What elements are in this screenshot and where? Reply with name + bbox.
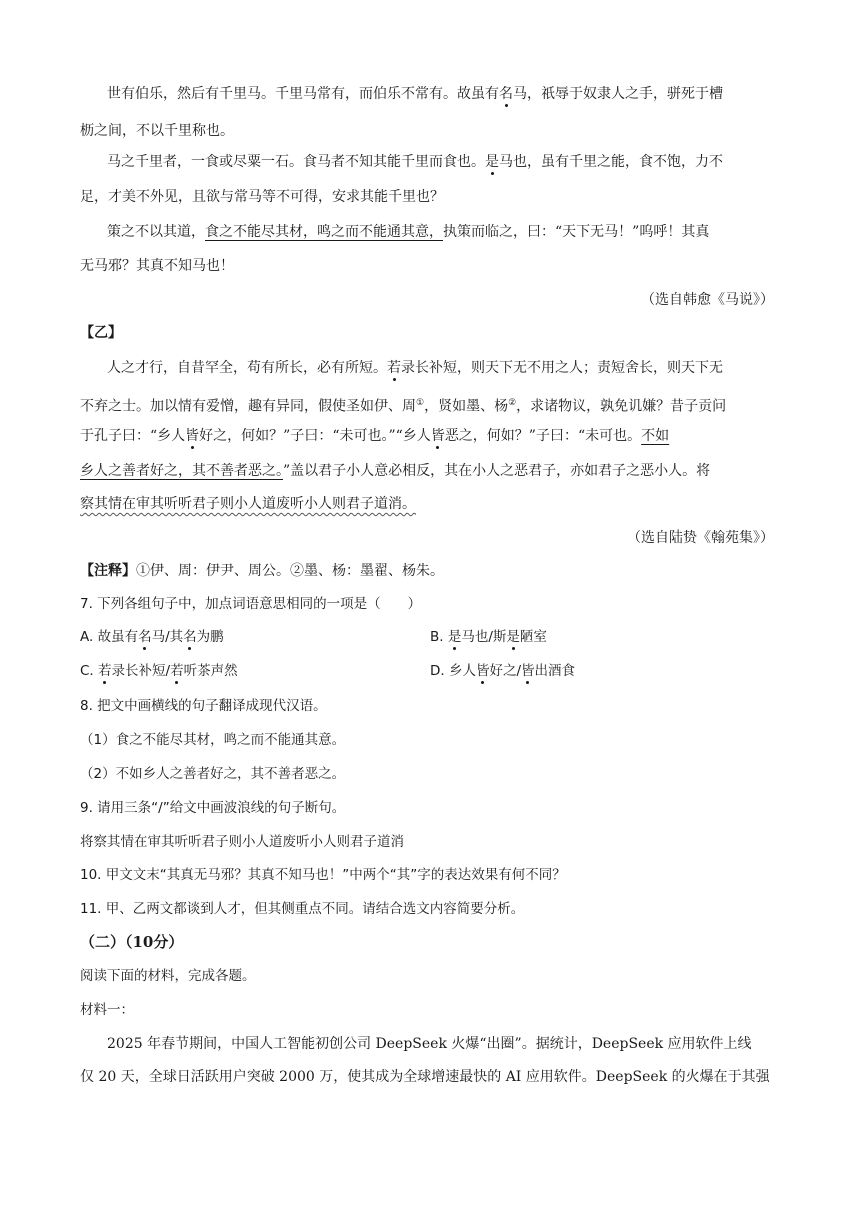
jia-paragraph-1-line-2: 枥之间，不以千里称也。 — [80, 123, 234, 139]
material-1-line-2: 仅 20 天，全球日活跃用户突破 2000 万，使其成为全球增速最快的 AI 应用软件。DeepSeek 的火爆在于其强 — [80, 1069, 770, 1085]
question-8-item-2: （2）不如乡人之善者好之，其不善者恶之。 — [80, 766, 346, 782]
jia-paragraph-3-line-1: 策之不以其道，食之不能尽其材，鸣之而不能通其意，执策而临之，曰：“天下无马！”呜呼！其真 — [107, 224, 710, 240]
yi-paragraph-line-2: 不弃之士。加以情有爱憎，趣有异同，假使圣如伊、周①，贤如墨、杨②，求诸物议，孰免讥嫌？昔子贡问 — [80, 398, 727, 415]
yi-paragraph-line-5 — [80, 494, 416, 514]
underlined-sentence-1: 食之不能尽其材，鸣之而不能通其意， — [205, 224, 443, 240]
question-7-option-b: B. 是马也/斯是陋室 — [430, 629, 547, 645]
jia-paragraph-3-line-2: 无马邪？其真不知马也！ — [80, 258, 234, 274]
question-11: 11. 甲、乙两文都谈到人才，但其侧重点不同。请结合选文内容简要分析。 — [80, 901, 525, 917]
material-1-label: 材料一： — [80, 1002, 134, 1018]
section-2-heading: （二）（10分） — [80, 933, 184, 951]
jia-paragraph-2-line-2: 足，才美不外见，且欲与常马等不可得，安求其能千里也？ — [80, 189, 444, 205]
question-7-option-a: A. 故虽有名马/其名为鹏 — [80, 629, 224, 645]
yi-paragraph-line-3: 于孔子曰：“乡人皆好之，何如？”子曰：“未可也。”“乡人皆恶之，何如？”子曰：“未可也。不如 — [80, 428, 670, 444]
jia-paragraph-1-line-1: 世有伯乐，然后有千里马。千里马常有，而伯乐不常有。故虽有名马，祇辱于奴隶人之手，骈死于槽 — [107, 86, 723, 102]
yi-paragraph-line-4: 乡人之善者好之，其不善者恶之。”盖以君子小人意必相反，其在小人之恶君子，亦如君子之恶小人。将 — [80, 463, 711, 479]
underlined-sentence-2: 乡人之善者好之，其不善者恶之。 — [80, 463, 283, 479]
question-10: 10. 甲文文末“其真无马邪？其真不知马也！”中两个“其”字的表达效果有何不同？ — [80, 867, 566, 883]
yi-source: （选自陆贽《翰苑集》） — [627, 530, 774, 546]
material-1-line-1: 2025 年春节期间，中国人工智能初创公司 DeepSeek 火爆“出圈”。据统计，DeepSeek 应用软件上线 — [107, 1036, 752, 1052]
question-8-item-1: （1）食之不能尽其材，鸣之而不能通其意。 — [80, 732, 346, 748]
jia-paragraph-2-line-1: 马之千里者，一食或尽粟一石。食马者不知其能千里而食也。是马也，虽有千里之能，食不饱，力不 — [107, 154, 723, 170]
yi-paragraph-line-1: 人之才行，自昔罕全，苟有所长，必有所短。若录长补短，则天下无不用之人；责短舍长，则天下无 — [107, 360, 723, 376]
question-9-sentence: 将察其情在审其听听君子则小人道废听小人则君子道消 — [80, 834, 404, 850]
annotation: 【注释】①伊、周：伊尹、周公。②墨、杨：墨翟、杨朱。 — [80, 563, 444, 579]
wavy-underlined-sentence: 察其情在审其听听君子则小人道废听小人则君子道消。 — [80, 496, 416, 512]
jia-source: （选自韩愈《马说》） — [641, 292, 774, 308]
question-7-option-c: C. 若录长补短/若听茶声然 — [80, 663, 238, 679]
question-8: 8. 把文中画横线的句子翻译成现代汉语。 — [80, 698, 327, 714]
question-7: 7. 下列各组句子中，加点词语意思相同的一项是（ ） — [80, 596, 422, 612]
question-7-option-d: D. 乡人皆好之/皆出酒食 — [430, 663, 576, 679]
question-9: 9. 请用三条“/”给文中画波浪线的句子断句。 — [80, 800, 346, 816]
section-2-intro: 阅读下面的材料，完成各题。 — [80, 968, 256, 984]
yi-label: 【乙】 — [80, 325, 122, 341]
